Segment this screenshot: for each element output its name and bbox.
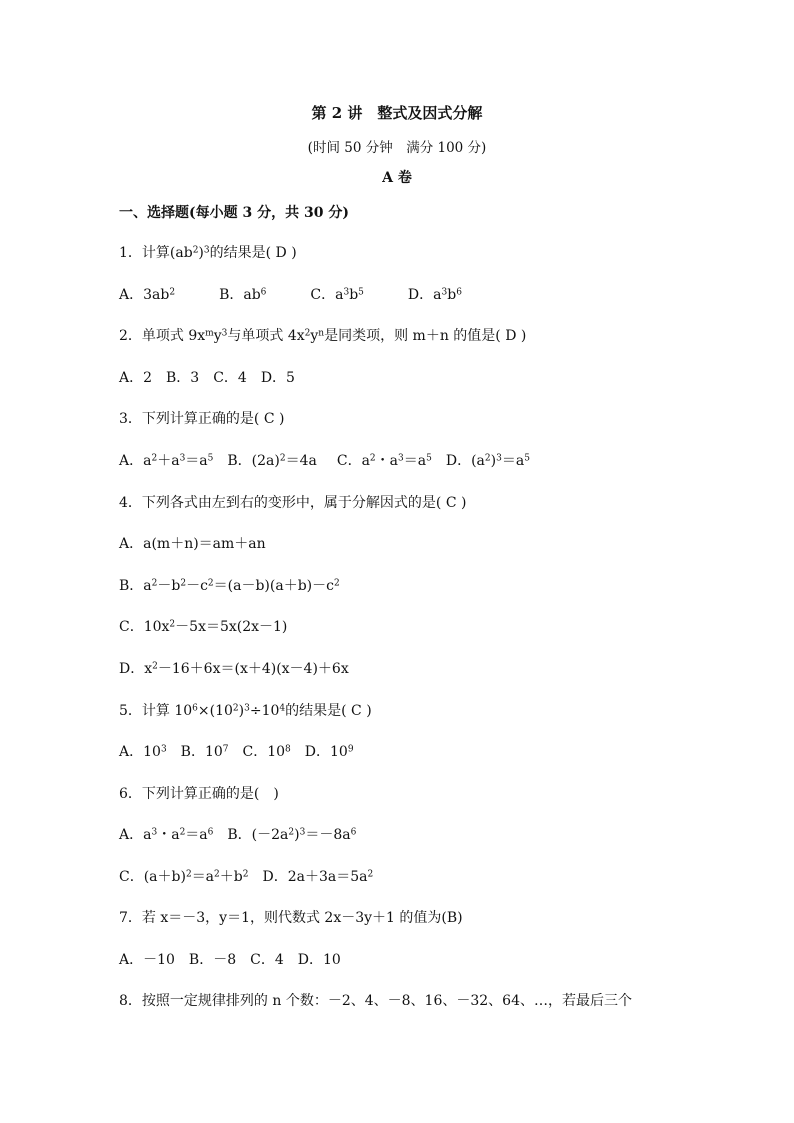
question-4-option-d: D．$x^2-16+6x=(x+4)(x-4)+6x$ bbox=[119, 661, 349, 677]
question-3-options: A．$a^2+a^3=a^5$ B．$(2a)^2=4a$ C．$a^2$・$a^3=a^5$ D．$(a^2)^3=a^5$ bbox=[119, 453, 530, 469]
question-8-stem: 8．按照一定规律排列的 n 个数：－2、4、－8、16、－32、64、…，若最后三个 bbox=[119, 993, 632, 1009]
page-title: 第 2 讲 整式及因式分解 bbox=[311, 104, 483, 122]
question-1-options: A．$3ab^2$ B．$ab^6$ C．$a^3b^5$ D．$a^3b^6$ bbox=[119, 287, 462, 303]
question-2-options: A．2 B．3 C．4 D．5 bbox=[119, 370, 295, 386]
question-4-stem: 4．下列各式由左到右的变形中，属于分解因式的是( C ) bbox=[119, 495, 467, 511]
question-1-stem: 1．计算$(ab^2)^3$的结果是( D ) bbox=[119, 245, 297, 261]
question-5-stem: 5．计算 $10^6\times(10^2)^3\div 10^4$的结果是( C ) bbox=[119, 703, 372, 719]
question-5-options: A．$10^3$ B．$10^7$ C．$10^8$ D．$10^9$ bbox=[119, 744, 354, 760]
question-6-options-cd: C．$(a+b)^2=a^2+b^2$ D．$2a+3a=5a^2$ bbox=[119, 869, 374, 885]
volume-label: A 卷 bbox=[382, 170, 412, 186]
question-6-options-ab: A．$a^3$・$a^2=a^6$ B．$(-2a^2)^3=-8a^6$ bbox=[119, 827, 357, 843]
question-4-option-b: B．$a^2-b^2-c^2=(a-b)(a+b)-c^2$ bbox=[119, 578, 340, 594]
question-3-stem: 3．下列计算正确的是( C ) bbox=[119, 411, 285, 427]
question-2-stem: 2．单项式 $9x^my^3$与单项式 $4x^2y^n$是同类项，则 m＋n 的值是( D ) bbox=[119, 328, 527, 344]
section-heading: 一、选择题(每小题 3 分，共 30 分) bbox=[119, 205, 349, 221]
question-7-options: A．－10 B．－8 C．4 D．10 bbox=[119, 952, 341, 968]
question-4-option-c: C．$10x^2-5x=5x(2x-1)$ bbox=[119, 619, 288, 635]
question-7-stem: 7．若 x＝－3，y＝1，则代数式 2x－3y＋1 的值为(B) bbox=[119, 910, 463, 926]
question-6-stem: 6．下列计算正确的是( ) bbox=[119, 786, 279, 802]
exam-info: (时间 50 分钟 满分 100 分) bbox=[307, 140, 487, 156]
question-4-option-a: A．a(m＋n)＝am＋an bbox=[119, 536, 266, 552]
